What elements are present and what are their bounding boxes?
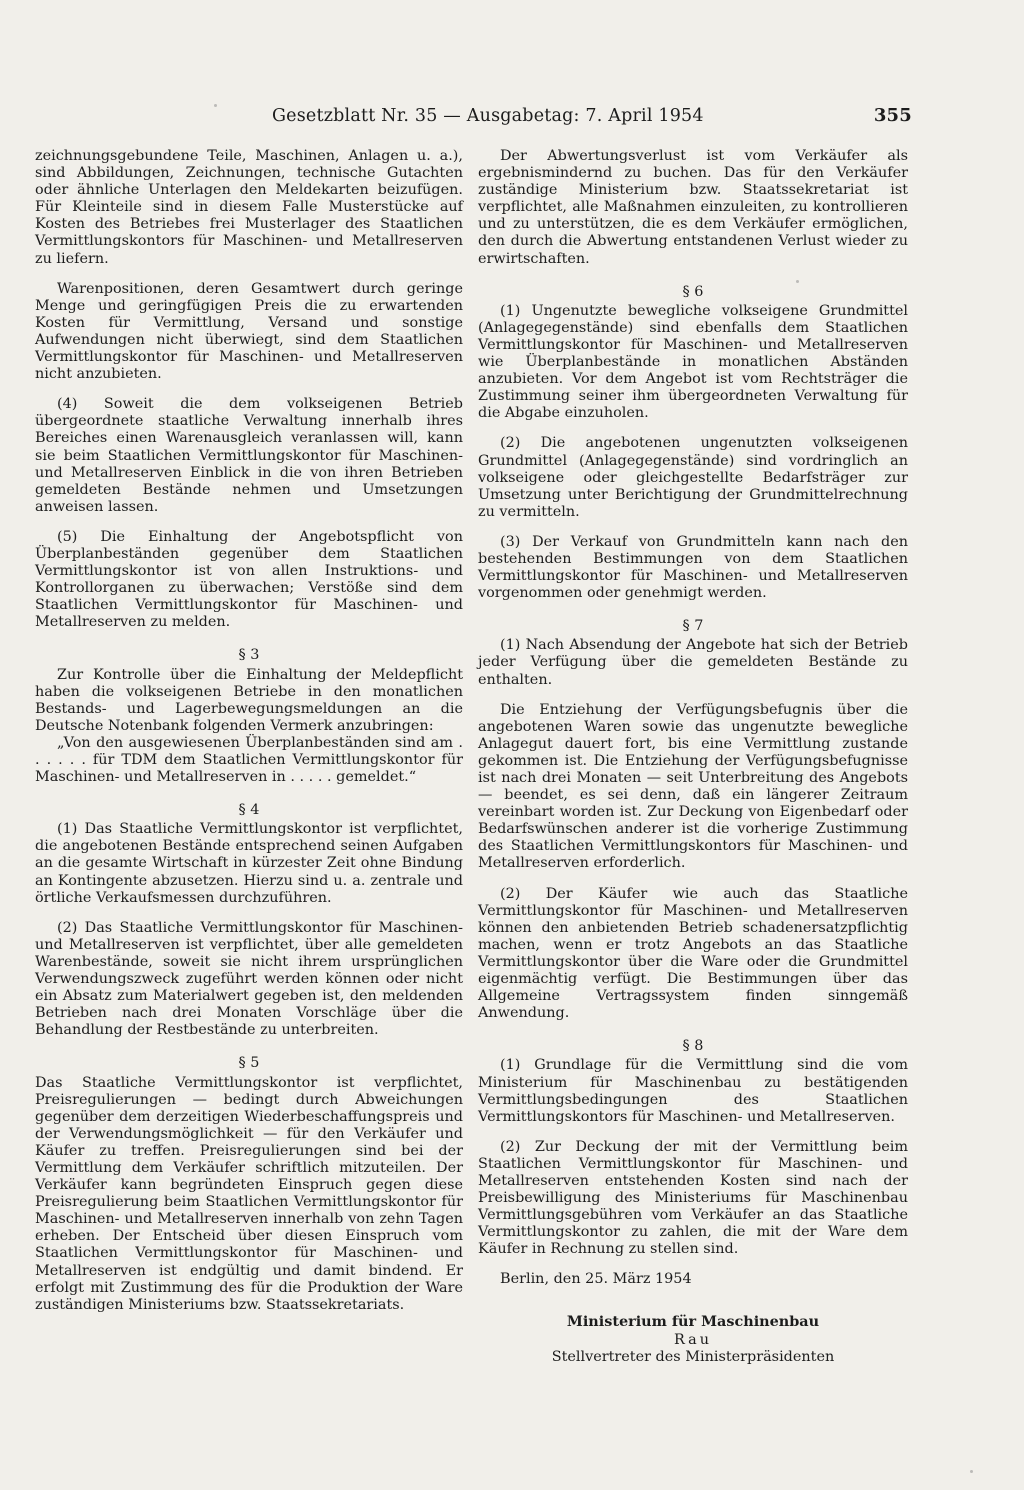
paragraph: (4) Soweit die dem volkseigenen Betrieb übergeordnete staatliche Verwaltung innerhalb ihres Bereiches einen Warenausgleich veranlassen will, kann sie beim Staatlichen Vermittlungskontor für Maschinen- und Metallreserven Einblick in die von ihren Betrieben gemeldeten Bestände nehmen und Umsetzungen anweisen lassen. [35, 396, 463, 515]
signatory-role: Stellvertreter des Ministerpräsidenten [551, 1348, 835, 1365]
section-heading-4: § 4 [238, 802, 260, 819]
paragraph: (3) Der Verkauf von Grundmitteln kann nach den bestehenden Bestimmungen von dem Staatlichen Vermittlungskontor für Maschinen- und Metallreserven vorgenommen oder genehmigt werden. [478, 533, 908, 602]
left-column [35, 148, 463, 1327]
paper-speck [214, 104, 217, 107]
page-number: 355 [873, 105, 912, 126]
signature-date: Berlin, den 25. März 1954 [500, 1271, 692, 1288]
section-heading-7: § 7 [682, 618, 704, 635]
signing-ministry: Ministerium für Maschinenbau [566, 1312, 820, 1330]
signatory-name: Rau [673, 1331, 712, 1348]
paragraph: (1) Das Staatliche Vermittlungskontor ist verpflichtet, die angebotenen Bestände entsprechend seinen Aufgaben an die gesamte Wirtschaft in kürzester Zeit ohne Bindung an Kontingente abzusetzen. Hierzu sind u. a. zentrale und örtliche Verkaufsmessen durchzuführen. [35, 821, 463, 906]
paper-speck [796, 280, 799, 283]
gazette-title: Gesetzblatt Nr. 35 — Ausgabetag: 7. April 1954 [272, 106, 704, 126]
paragraph: (5) Die Einhaltung der Angebotspflicht von Überplanbeständen gegenüber dem Staatlichen Vermittlungskontor ist von allen Instruktions- und Kontrollorganen zu überwachen; Verstöße sind dem Staatlichen Vermittlungskontor für Maschinen- und Metallreserven zu melden. [35, 528, 463, 631]
paragraph: Die Entziehung der Verfügungsbefugnis über die angebotenen Waren sowie das ungenutzte bewegliche Anlagegut dauert fort, bis eine Vermittlung zustande gekommen ist. Die Entziehung der Verfügungsbefugnisse ist nach drei Monaten — seit Unterbreitung des Angebots — beendet, es sei denn, daß ein längerer Zeitraum vereinbart worden ist. Zur Deckung von Eigenbedarf oder Bedarfswünschen anderer ist die vorherige Zustimmung des Staatlichen Vermittlungskontors für Maschinen- und Metallreserven erforderlich. [478, 701, 908, 872]
section-heading-3: § 3 [238, 647, 260, 664]
paragraph: Warenpositionen, deren Gesamtwert durch geringe Menge und geringfügigen Preis die zu erwartenden Kosten für Vermittlung, Versand und sonstige Aufwendungen nicht überwiegt, sind dem Staatlichen Vermittlungskontor für Maschinen- und Metallreserven nicht anzubieten. [35, 280, 463, 383]
quoted-note: „Von den ausgewiesenen Überplanbeständen sind am . . . . . . für TDM dem Staatlichen Vermittlungskontor für Maschinen- und Metallreserven in . . . . . gemeldet.“ [35, 734, 463, 786]
paragraph: Der Abwertungsverlust ist vom Verkäufer als ergebnismindernd zu buchen. Das für den Verkäufer zuständige Ministerium bzw. Staatssekretariat ist verpflichtet, alle Maßnahmen einzuleiten, zu kontrollieren und zu unterstützen, die es dem Verkäufer ermöglichen, den durch die Abwertung entstandenen Verlust wieder zu erwirtschaften. [478, 148, 908, 267]
paragraph: Das Staatliche Vermittlungskontor ist verpflichtet, Preisregulierungen — bedingt durch Abweichungen gegenüber dem derzeitigen Wiederbeschaffungspreis und der Verwendungsmöglichkeit — für den Verkäufer und Käufer zu treffen. Preisregulierungen sind bei der Vermittlung dem Verkäufer schriftlich mitzuteilen. Der Verkäufer kann begründeten Einspruch gegen diese Preisregulierung beim Staatlichen Vermittlungskontor für Maschinen- und Metallreserven innerhalb von zehn Tagen erheben. Der Entscheid über diesen Einspruch vom Staatlichen Vermittlungskontor für Maschinen- und Metallreserven ist endgültig und damit bindend. Er erfolgt mit Zustimmung des für die Produktion der Ware zuständigen Ministeriums bzw. Staatssekretariats. [35, 1074, 463, 1313]
section-heading-6: § 6 [682, 283, 704, 300]
paragraph: (2) Zur Deckung der mit der Vermittlung beim Staatlichen Vermittlungskontor für Maschinen- und Metallreserven entstehenden Kosten sind nach der Preisbewilligung des Ministeriums für Maschinenbau Vermittlungsgebühren vom Verkäufer an das Staatliche Vermittlungskontor zu zahlen, die mit der Ware dem Käufer in Rechnung zu stellen sind. [478, 1138, 908, 1258]
paragraph: (1) Nach Absendung der Angebote hat sich der Betrieb jeder Verfügung über die gemeldeten Bestände zu enthalten. [478, 637, 908, 688]
paragraph: (2) Die angebotenen ungenutzten volkseigenen Grundmittel (Anlagegegenstände) sind vordringlich an volkseigene oder gleichgestellte Bedarfsträger zur Umsetzung unter Berichtigung der Grundmittelrechnung zu vermitteln. [478, 435, 908, 520]
section-heading-8: § 8 [682, 1038, 704, 1055]
right-column [478, 148, 908, 1366]
paragraph: Zur Kontrolle über die Einhaltung der Meldepflicht haben die volkseigenen Betriebe in den monatlichen Bestands- und Lagerbewegungsmeldungen an die Deutsche Notenbank folgenden Vermerk anzubringen: [35, 666, 463, 734]
paragraph: zeichnungsgebundene Teile, Maschinen, Anlagen u. a.), sind Abbildungen, Zeichnungen, technische Gutachten oder ähnliche Unterlagen den Meldekarten beizufügen. Für Kleinteile sind in diesem Falle Musterstücke auf Kosten des Betriebes frei Musterlager des Staatlichen Vermittlungskontors für Maschinen- und Metallreserven zu liefern. [35, 148, 463, 267]
paragraph: (2) Das Staatliche Vermittlungskontor für Maschinen- und Metallreserven ist verpflichtet, über alle gemeldeten Warenbestände, soweit sie nicht ihrem ursprünglichen Verwendungszweck zugeführt werden können oder nicht ein Absatz zum Materialwert gegeben ist, den meldenden Betrieben nach drei Monaten Vorschläge über die Behandlung der Restbestände zu unterbreiten. [35, 919, 463, 1039]
paper-speck [970, 1470, 973, 1473]
paragraph: (1) Grundlage für die Vermittlung sind die vom Ministerium für Maschinenbau zu bestätigenden Vermittlungsbedingungen des Staatlichen Vermittlungskontors für Maschinen- und Metallreserven. [478, 1057, 908, 1125]
paragraph: (2) Der Käufer wie auch das Staatliche Vermittlungskontor für Maschinen- und Metallreserven können den anbietenden Betrieb schadenersatzpflichtig machen, wenn er trotz Angebots an das Staatliche Vermittlungskontor über die Ware oder die Grundmittel eigenmächtig verfügt. Die Bestimmungen über das Allgemeine Vertragssystem finden sinngemäß Anwendung. [478, 885, 908, 1022]
paragraph: (1) Ungenutzte bewegliche volkseigene Grundmittel (Anlagegegenstände) sind ebenfalls dem Staatlichen Vermittlungskontor für Maschinen- und Metallreserven wie Überplanbestände in monatlichen Abständen anzubieten. Vor dem Angebot ist vom Rechtsträger die Zustimmung seiner ihm übergeordneten Verwaltung für die Abgabe einzuholen. [478, 302, 908, 422]
section-heading-5: § 5 [238, 1055, 260, 1072]
page-header [272, 106, 912, 132]
